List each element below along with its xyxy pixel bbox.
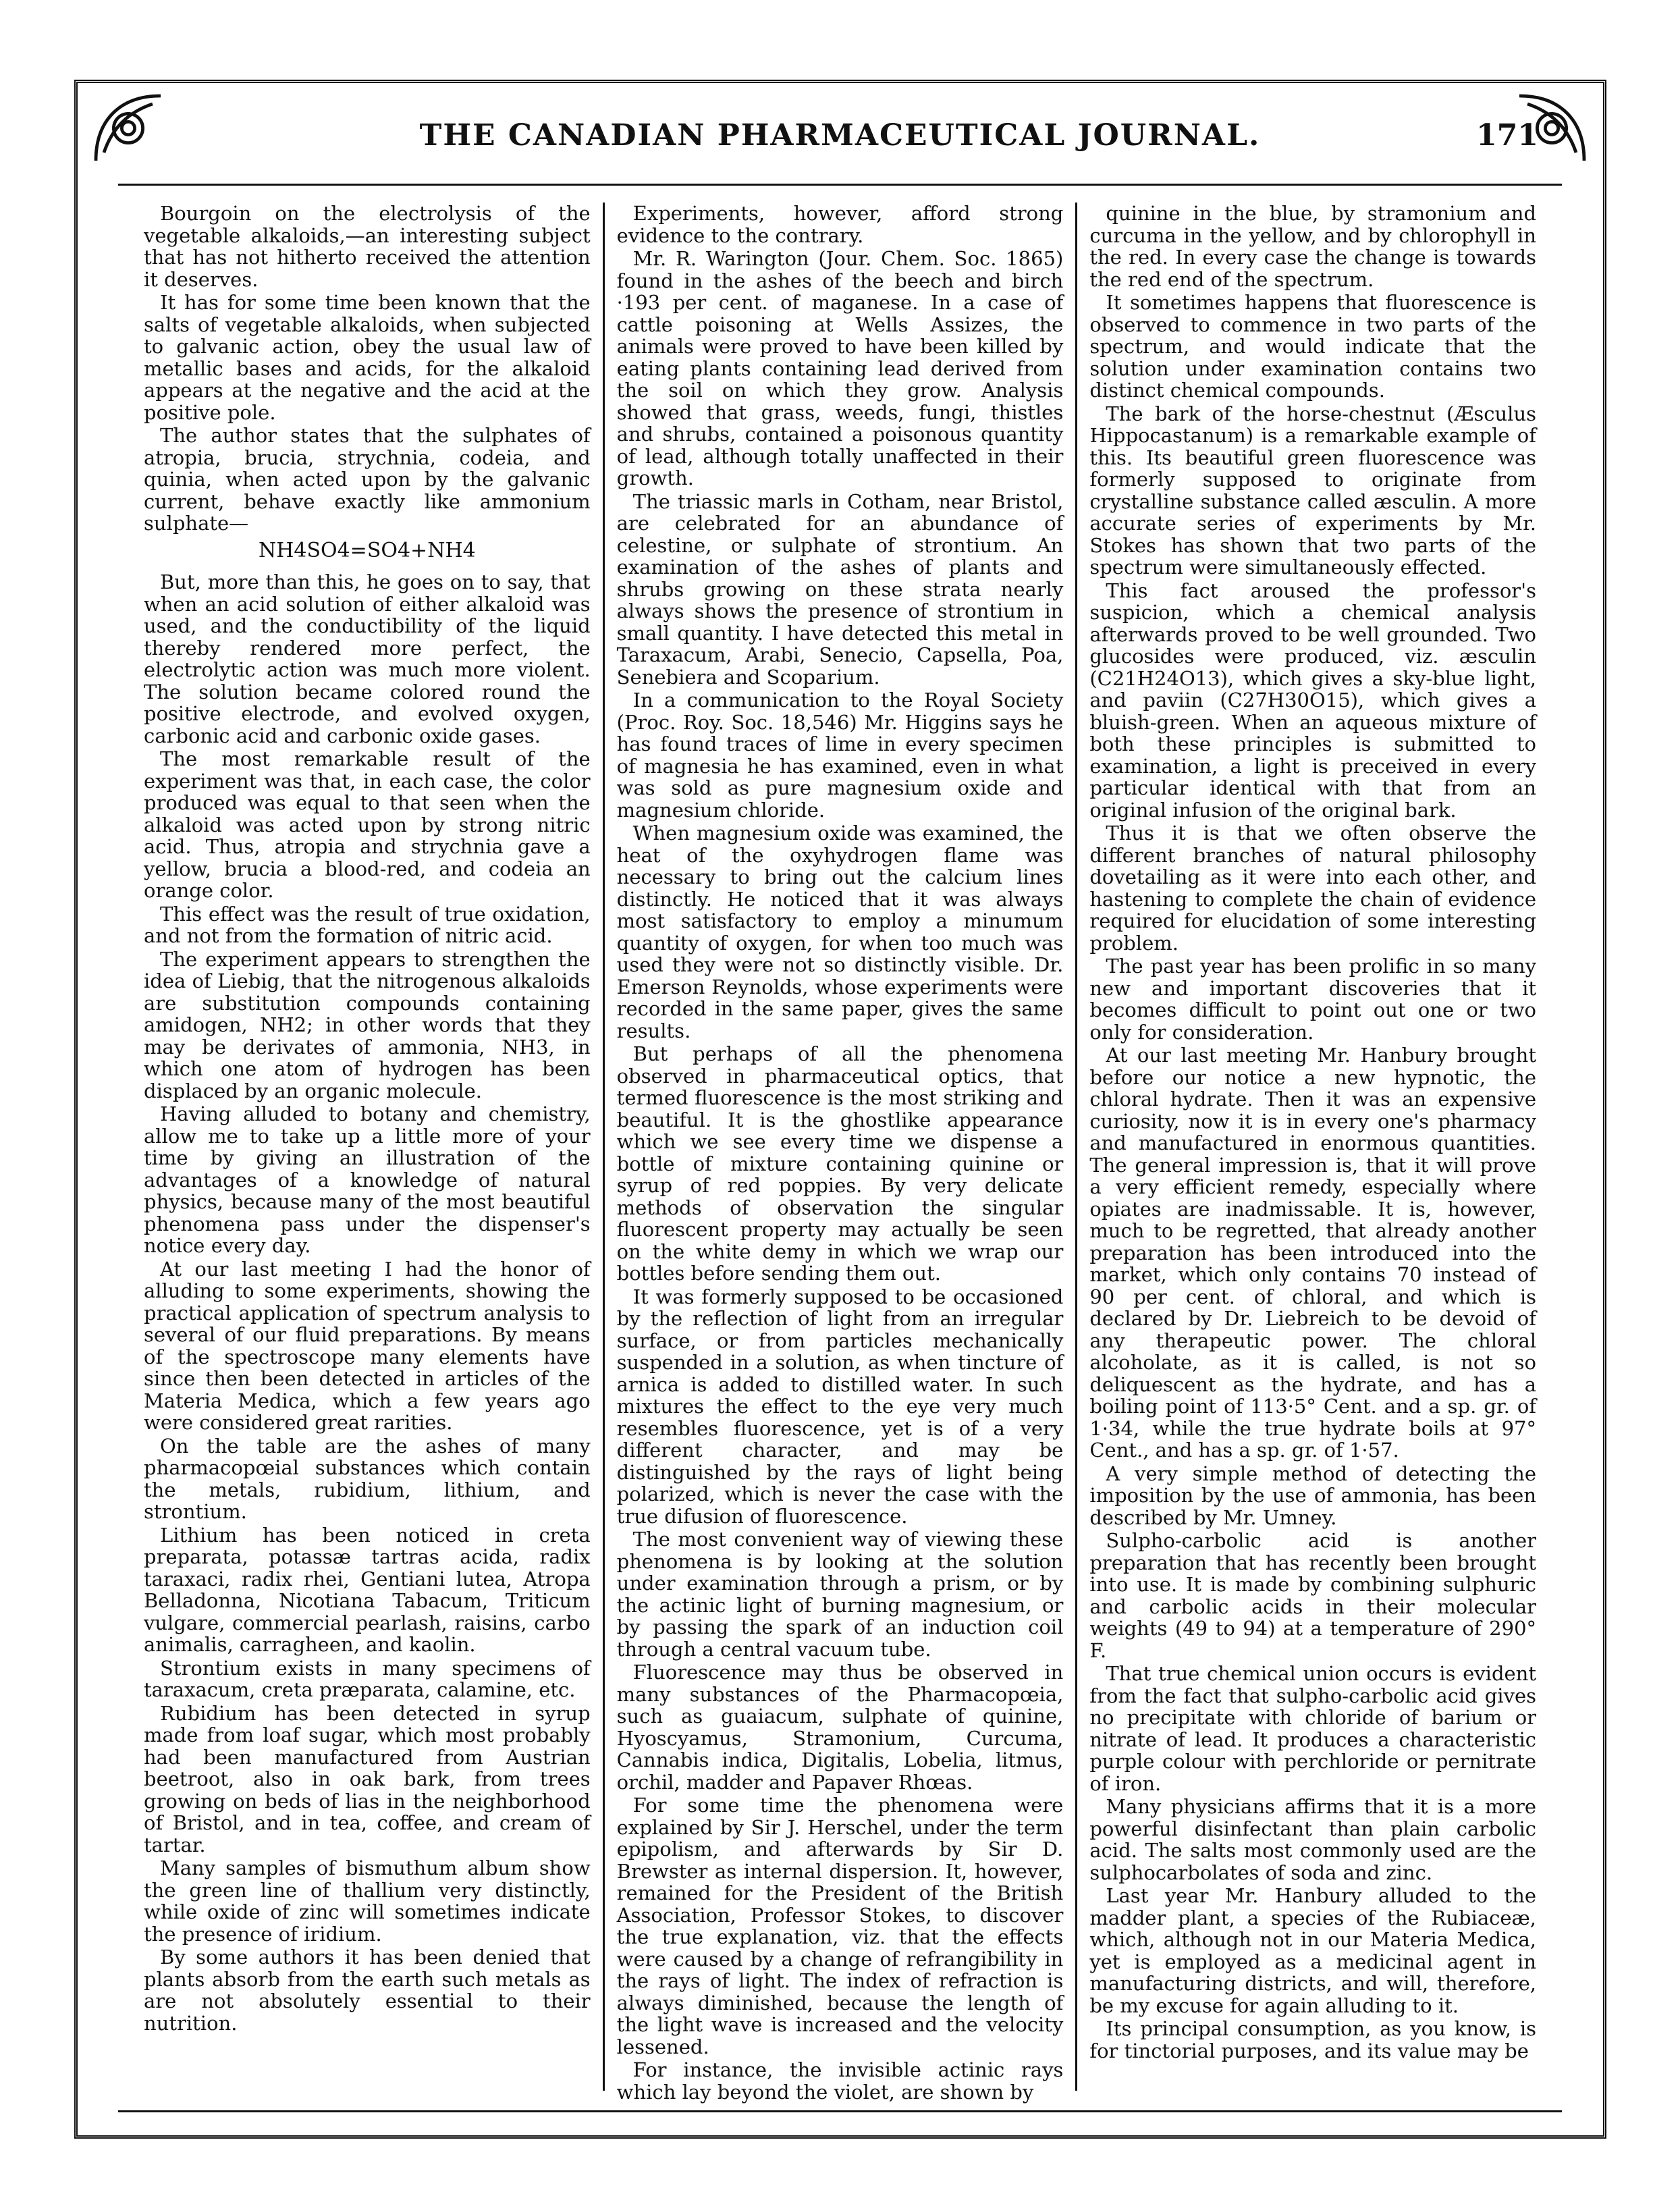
paragraph: Having alluded to botany and chemistry, allow me to take up a little more of your time by giving an illustration of the advantages of a knowledge of natural physics, because many of the most beautiful phenomena pass under the dispenser's notice every day. bbox=[144, 1102, 591, 1257]
paragraph: At our last meeting I had the honor of alluding to some experiments, showing the practical application of spectrum analysis to several of our fluid preparations. By means of the spectroscope many elements have since then been detected in articles of the Materia Medica, which a few years ago were considered great rarities. bbox=[144, 1257, 591, 1434]
paragraph: Its principal consumption, as you know, is for tinctorial purposes, and its value may be bbox=[1089, 2017, 1537, 2062]
paragraph: At our last meeting Mr. Hanbury brought before our notice a new hypnotic, the chloral hydrate. Then it was an expensive curiosity, now it is in every one's pharmacy and manufactured in enormous quantities. The general impression is, that it will prove a very efficient remedy, especially where opiates are inadmissable. It is, however, much to be regretted, that already another preparation has been introduced into the market, which only contains 70 instead of 90 per cent. of chloral, and which is declared by Dr. Liebreich to be devoid of any therapeutic power. The chloral alcoholate, as it is called, is not so deliquescent as the hydrate, and has a boiling point of 113·5° Cent. and a sp. gr. of 1·34, while the true hydrate boils at 97° Cent., and has a sp. gr. of 1·57. bbox=[1089, 1044, 1537, 1462]
page-header bbox=[135, 118, 1545, 165]
column-3 bbox=[1075, 203, 1548, 2091]
paragraph: It sometimes happens that fluorescence is observed to commence in two parts of the spectrum, and would indicate that the solution under examination contains two distinct chemical compounds. bbox=[1089, 291, 1537, 402]
page-number: 171 bbox=[1476, 118, 1538, 153]
header-rule bbox=[118, 184, 1562, 186]
bottom-rule bbox=[118, 2110, 1562, 2112]
paragraph: Rubidium has been detected in syrup made from loaf sugar, which most probably had been manufactured from Austrian beetroot, also in oak bark, from trees growing on beds of lias in the neighborhood of Bristol, and in tea, coffee, and cream of tartar. bbox=[144, 1701, 591, 1856]
paragraph: Many physicians affirms that it is a more powerful disinfectant than plain carbolic acid. The salts most commonly used are the sulphocarbolates of soda and zinc. bbox=[1089, 1795, 1537, 1884]
paragraph: The experiment appears to strengthen the idea of Liebig, that the nitrogenous alkaloids are substitution compounds containing amidogen, NH2; in other words that they may be derivates of ammonia, NH3, in which one atom of hydrogen has been displaced by an organic molecule. bbox=[144, 947, 591, 1102]
paragraph: Experiments, however, afford strong evidence to the contrary. bbox=[616, 202, 1064, 247]
paragraph: In a communication to the Royal Society (Proc. Roy. Soc. 18,546) Mr. Higgins says he has found traces of lime in every specimen of magnesia he has examined, even in what was sold as pure magnesium oxide and magnesium chloride. bbox=[616, 689, 1064, 822]
paragraph: It has for some time been known that the salts of vegetable alkaloids, when subjected to galvanic action, obey the usual law of metallic bases and acids, for the alkaloid appears at the negative and the acid at the positive pole. bbox=[144, 291, 591, 424]
paragraph: The author states that the sulphates of atropia, brucia, strychnia, codeia, and quinia, when acted upon by the galvanic current, behave exactly like ammonium sulphate— bbox=[144, 424, 591, 535]
paragraph: It was formerly supposed to be occasioned by the reflection of light from an irregular surface, or from particles mechanically suspended in a solution, as when tincture of arnica is added to distilled water. In such mixtures the effect to the eye very much resembles fluorescence, yet is of a very different character, and may be distinguished by the rays of light being polarized, which is never the case with the true difusion of fluorescence. bbox=[616, 1285, 1064, 1528]
paragraph: By some authors it has been denied that plants absorb from the earth such metals as are not absolutely essential to their nutrition. bbox=[144, 1946, 591, 2035]
paragraph: Last year Mr. Hanbury alluded to the madder plant, a species of the Rubiaceæ, which, although not in our Materia Medica, yet is employed as a medicinal agent in manufacturing districts, and will, therefore, be my excuse for again alluding to it. bbox=[1089, 1884, 1537, 2017]
paragraph: A very simple method of detecting the imposition by the use of ammonia, has been described by Mr. Umney. bbox=[1089, 1462, 1537, 1529]
paragraph: Sulpho-carbolic acid is another preparation that has recently been brought into use. It is made by combining sulphuric and carbolic acids in their molecular weights (49 to 94) at a temperature of 290° F. bbox=[1089, 1529, 1537, 1662]
paragraph: quinine in the blue, by stramonium and curcuma in the yellow, and by chlorophyll in the red. In every case the change is towards the red end of the spectrum. bbox=[1089, 202, 1537, 291]
column-1 bbox=[132, 203, 603, 2091]
paragraph: That true chemical union occurs is evident from the fact that sulpho-carbolic acid gives no precipitate with chloride of barium or nitrate of lead. It produces a characteristic purple colour with perchloride or pernitrate of iron. bbox=[1089, 1662, 1537, 1795]
paragraph: When magnesium oxide was examined, the heat of the oxyhydrogen flame was necessary to bring out the calcium lines distinctly. He noticed that it was always most satisfactory to employ a minumum quantity of oxygen, for when too much was used they were not so distinctly visible. Dr. Emerson Reynolds, whose experiments were recorded in the same paper, gives the same results. bbox=[616, 822, 1064, 1042]
paragraph: The most remarkable result of the experiment was that, in each case, the color produced was equal to that seen when the alkaloid was acted upon by strong nitric acid. Thus, atropia and strychnia gave a yellow, brucia a blood-red, and codeia an orange color. bbox=[144, 747, 591, 902]
chemical-formula: NH4SO4=SO4+NH4 bbox=[258, 538, 476, 562]
paragraph: Bourgoin on the electrolysis of the vegetable alkaloids,—an interesting subject that has not hitherto received the attention it deserves. bbox=[144, 202, 591, 291]
paragraph: Mr. R. Warington (Jour. Chem. Soc. 1865) found in the ashes of the beech and birch ·193 per cent. of maganese. In a case of cattle poisoning at Wells Assizes, the animals were proved to have been killed by eating plants containing lead derived from the soil on which they grow. Analysis showed that grass, weeds, fungi, thistles and shrubs, contained a poisonous quantity of lead, although totally unaffected in their growth. bbox=[616, 247, 1064, 489]
paragraph: Strontium exists in many specimens of taraxacum, creta præparata, calamine, etc. bbox=[144, 1656, 591, 1701]
paragraph: Many samples of bismuthum album show the green line of thallium very distinctly, while oxide of zinc will sometimes indicate the presence of iridium. bbox=[144, 1856, 591, 1946]
paragraph: This fact aroused the professor's suspicion, which a chemical analysis afterwards proved to be well grounded. Two glucosides were produced, viz. æsculin (C21H24O13), which gives a sky-blue light, and paviin (C27H30O15), which gives a bluish-green. When an aqueous mixture of both these principles is submitted to examination, a light is preceived in every particular identical with that from an original infusion of the original bark. bbox=[1089, 579, 1537, 822]
paragraph: For some time the phenomena were explained by Sir J. Herschel, under the term epipolism, and afterwards by Sir D. Brewster as internal dispersion. It, however, remained for the President of the British Association, Professor Stokes, to discover the true explanation, viz. that the effects were caused by a change of refrangibility in the rays of light. The index of refraction is always diminished, because the length of the light wave is increased and the velocity lessened. bbox=[616, 1794, 1064, 2058]
paragraph: On the table are the ashes of many pharmacopœial substances which contain the metals, rubidium, lithium, and strontium. bbox=[144, 1434, 591, 1523]
journal-title: THE CANADIAN PHARMACEUTICAL JOURNAL. bbox=[419, 118, 1261, 153]
paragraph: The triassic marls in Cotham, near Bristol, are celebrated for an abundance of celestine, or sulphate of strontium. An examination of the ashes of plants and shrubs growing on these strata nearly always shows the presence of strontium in small quantity. I have detected this metal in Taraxacum, Arabi, Senecio, Capsella, Poa, Senebiera and Scoparium. bbox=[616, 489, 1064, 689]
paragraph: This effect was the result of true oxidation, and not from the formation of nitric acid. bbox=[144, 902, 591, 947]
paragraph: Fluorescence may thus be observed in many substances of the Pharmacopœia, such as guaiacum, sulphate of quinine, Hyoscyamus, Stramonium, Curcuma, Cannabis indica, Digitalis, Lobelia, litmus, orchil, madder and Papaver Rhœas. bbox=[616, 1661, 1064, 1794]
paragraph: For instance, the invisible actinic rays which lay beyond the violet, are shown by bbox=[616, 2058, 1064, 2104]
column-2 bbox=[603, 202, 1076, 2104]
paragraph: Thus it is that we often observe the different branches of natural philosophy dovetailing as it were into each other, and hastening to complete the chain of evidence required for elucidation of some interesting problem. bbox=[1089, 822, 1537, 955]
paragraph: But, more than this, he goes on to say, that when an acid solution of either alkaloid was used, and the conductibility of the liquid thereby rendered more perfect, the electrolytic action was much more violent. The solution became colored round the positive electrode, and evolved oxygen, carbonic acid and carbonic oxide gases. bbox=[144, 570, 591, 747]
paragraph: The bark of the horse-chestnut (Æsculus Hippocastanum) is a remarkable example of this. Its beautiful green fluorescence was formerly supposed to originate from crystalline substance called æsculin. A more accurate series of experiments by Mr. Stokes has shown that two parts of the spectrum were simultaneously effected. bbox=[1089, 402, 1537, 579]
paragraph: But perhaps of all the phenomena observed in pharmaceutical optics, that termed fluorescence is the most striking and beautiful. It is the ghostlike appearance which we see every time we dispense a bottle of mixture containing quinine or syrup of red poppies. By very delicate methods of observation the singular fluorescent property may actually be seen on the white demy in which we wrap our bottles before sending them out. bbox=[616, 1042, 1064, 1285]
paragraph: The most convenient way of viewing these phenomena is by looking at the solution under examination through a prism, or by the actinic light of burning magnesium, or by passing the spark of an induction coil through a central vacuum tube. bbox=[616, 1528, 1064, 1661]
paragraph: The past year has been prolific in so many new and important discoveries that it becomes difficult to point out one or two only for consideration. bbox=[1089, 955, 1537, 1044]
paragraph: Lithium has been noticed in creta preparata, potassæ tartras acida, radix taraxaci, radix rhei, Gentiani lutea, Atropa Belladonna, Nicotiana Tabacum, Triticum vulgare, commercial pearlash, raisins, carbo animalis, carragheen, and kaolin. bbox=[144, 1523, 591, 1656]
article-columns bbox=[132, 202, 1548, 2104]
